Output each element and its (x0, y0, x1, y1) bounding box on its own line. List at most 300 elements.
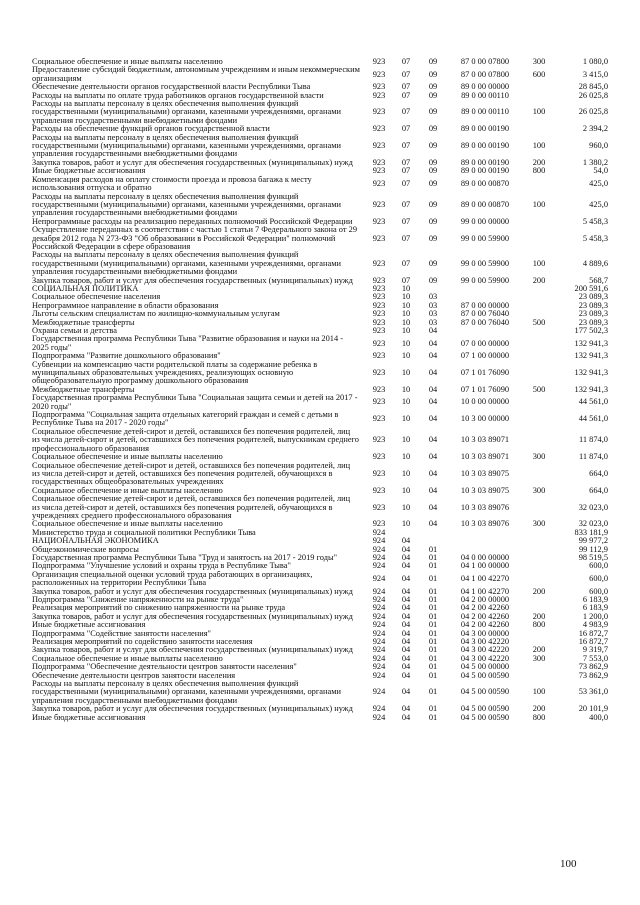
table-row (32, 361, 608, 386)
expense-type-code-cell: 500 (532, 317, 546, 327)
subsection-code-cell: 09 (428, 124, 438, 134)
section-code-cell: 10 (401, 452, 411, 462)
expense-type-code-cell (522, 495, 556, 520)
expense-type-code-cell (522, 428, 556, 453)
ministry-code-cell: 923 (372, 397, 386, 407)
target-article-code-cell: 99 0 00 59900 (460, 258, 510, 268)
subsection-code-cell: 01 (428, 552, 438, 562)
expense-type-code-cell (522, 546, 556, 554)
amount-cell: 600,0 (589, 586, 608, 596)
subsection-code-cell: 04 (428, 351, 438, 361)
section-code-cell: 07 (401, 107, 411, 117)
ministry-code-cell: 923 (372, 326, 386, 335)
expense-type-code-cell (522, 293, 556, 301)
section-code-cell: 04 (401, 573, 411, 583)
amount-cell: 132 941,3 (574, 368, 608, 378)
amount-cell: 664,0 (589, 485, 608, 495)
item-name-cell: Расходы на выплаты персоналу в целях обеспечения выполнения функций государственными (муниципальными) органами, казенными учреждениями, органами управления государственными внебюджетными фондами (32, 679, 341, 705)
section-code-cell: 07 (401, 57, 411, 66)
item-name-cell: Социальное обеспечение детей-сирот и детей, оставшихся без попечения родителей, лиц из числа детей-сирот и детей, оставшихся без попечения родителей, обучающихся в учреждениях среднего профессионального образования (32, 494, 351, 520)
ministry-code-cell: 924 (372, 611, 386, 621)
item-name-cell: Подпрограмма "Улучшение условий и охраны труда в Республике Тыва" (32, 561, 291, 571)
table-row (32, 714, 608, 722)
item-name-cell: Расходы на выплаты по оплате труда работников органов государственной власти (32, 90, 324, 100)
expense-type-code-cell (522, 411, 556, 428)
expense-type-code-cell: 200 (532, 157, 546, 167)
amount-cell: 73 862,9 (578, 670, 608, 680)
table-row (32, 428, 608, 453)
expense-type-code-cell (522, 226, 556, 251)
section-code-cell: 10 (401, 368, 411, 378)
subsection-code-cell: 03 (428, 292, 438, 302)
subsection-code-cell: 01 (428, 662, 438, 672)
section-code-cell: 07 (401, 216, 411, 226)
target-article-code-cell: 10 3 03 89075 (460, 485, 510, 495)
section-code-cell: 04 (401, 653, 411, 663)
amount-cell: 425,0 (589, 199, 608, 209)
amount-cell: 98 519,5 (578, 552, 608, 562)
expense-type-code-cell (522, 462, 556, 487)
ministry-code-cell: 923 (372, 69, 386, 79)
target-article-code-cell: 89 0 00 00190 (460, 124, 510, 134)
amount-cell: 26 025,8 (578, 107, 608, 117)
amount-cell: 600,0 (589, 561, 608, 571)
target-article-code-cell: 04 5 00 00590 (460, 712, 510, 722)
subsection-code-cell: 01 (428, 611, 438, 621)
ministry-code-cell: 923 (372, 141, 386, 151)
amount-cell: 32 023,0 (578, 502, 608, 512)
target-article-code-cell: 89 0 00 00870 (460, 199, 510, 209)
section-code-cell: 04 (401, 603, 411, 613)
ministry-code-cell: 924 (372, 527, 386, 537)
expense-type-code-cell: 200 (532, 704, 546, 714)
section-code-cell: 10 (401, 317, 411, 327)
ministry-code-cell: 923 (372, 414, 386, 424)
ministry-code-cell: 924 (372, 620, 386, 630)
target-article-code-cell: 04 2 00 42260 (460, 620, 510, 630)
section-code-cell: 10 (401, 384, 411, 394)
item-name-cell: Предоставление субсидий бюджетным, автономным учреждениям и иным некоммерческим организациям (32, 65, 360, 83)
item-name-cell: Социальное обеспечение и иные выплаты населению (32, 519, 223, 529)
subsection-code-cell: 03 (428, 317, 438, 327)
amount-cell: 9 319,7 (582, 645, 608, 655)
target-article-code-cell: 99 0 00 59900 (460, 275, 510, 285)
subsection-code-cell: 01 (428, 561, 438, 571)
section-code-cell: 04 (401, 712, 411, 722)
target-article-code-cell: 10 0 00 00000 (460, 397, 510, 407)
section-code-cell: 07 (401, 141, 411, 151)
section-code-cell: 04 (401, 662, 411, 672)
amount-cell: 400,0 (589, 712, 608, 722)
amount-cell: 23 089,3 (578, 300, 608, 310)
target-article-code-cell: 04 0 00 00000 (460, 552, 510, 562)
ministry-code-cell: 923 (372, 519, 386, 529)
ministry-code-cell: 923 (372, 452, 386, 462)
ministry-code-cell: 923 (372, 258, 386, 268)
subsection-code-cell: 03 (428, 300, 438, 310)
section-code-cell: 10 (401, 326, 411, 335)
subsection-code-cell: 09 (428, 166, 438, 176)
item-name-cell: Государственная программа Республики Тыва "Труд и занятость на 2017 - 2019 годы" (32, 552, 338, 562)
section-code-cell: 07 (401, 124, 411, 134)
ministry-code-cell: 923 (372, 90, 386, 100)
subsection-code-cell: 04 (428, 384, 438, 394)
target-article-code-cell: 04 3 00 42220 (460, 645, 510, 655)
target-article-code-cell: 04 5 00 00590 (460, 670, 510, 680)
section-code-cell: 10 (401, 519, 411, 529)
amount-cell: 53 361,0 (578, 687, 608, 697)
expense-type-code-cell (522, 537, 556, 545)
item-name-cell: Непрограммное направление в области образования (32, 300, 219, 310)
target-article-code-cell: 04 5 00 00590 (460, 704, 510, 714)
table-row (32, 571, 608, 588)
item-name-cell: Иные бюджетные ассигнования (32, 166, 146, 176)
target-article-code-cell: 10 3 03 89076 (460, 519, 510, 529)
ministry-code-cell: 923 (372, 199, 386, 209)
item-name-cell: Непрограммные расходы на реализацию переданных полномочий Российской Федерации (32, 216, 353, 226)
amount-cell: 568,7 (589, 275, 608, 285)
ministry-code-cell: 923 (372, 233, 386, 243)
amount-cell: 1 200,0 (582, 611, 608, 621)
subsection-code-cell: 09 (428, 178, 438, 188)
subsection-code-cell: 04 (428, 368, 438, 378)
target-article-code-cell: 89 0 00 00190 (460, 157, 510, 167)
target-article-code-cell: 89 0 00 00110 (461, 90, 509, 100)
target-article-code-cell: 89 0 00 00190 (460, 141, 510, 151)
amount-cell: 200 591,6 (574, 283, 608, 293)
target-article-code-cell: 04 1 00 00000 (460, 561, 510, 571)
subsection-code-cell: 04 (428, 485, 438, 495)
item-name-cell: Государственная программа Республики Тыва "Развитие образования и науки на 2014 - 2025 годы" (32, 334, 344, 352)
ministry-code-cell: 924 (372, 653, 386, 663)
section-code-cell: 04 (401, 628, 411, 638)
expense-type-code-cell: 600 (532, 69, 546, 79)
expense-type-code-cell (522, 663, 556, 671)
ministry-code-cell: 923 (372, 435, 386, 445)
expense-type-code-cell: 200 (532, 645, 546, 655)
item-name-cell: Социальное обеспечение и иные выплаты населению (32, 452, 223, 462)
table-row (32, 411, 608, 428)
table-row (32, 100, 608, 125)
section-code-cell: 07 (401, 82, 411, 92)
table-row (32, 226, 608, 251)
item-name-cell: СОЦИАЛЬНАЯ ПОЛИТИКА (32, 283, 139, 293)
amount-cell: 1 380,2 (582, 157, 608, 167)
section-code-cell: 04 (401, 637, 411, 647)
ministry-code-cell: 924 (372, 573, 386, 583)
subsection-code-cell: 03 (428, 309, 438, 319)
section-code-cell: 07 (401, 178, 411, 188)
item-name-cell: Государственная программа Республики Тыва "Социальная защита семьи и детей на 2017 - 2020 годы" (32, 393, 358, 411)
target-article-code-cell: 07 1 01 76090 (460, 368, 510, 378)
target-article-code-cell: 04 3 00 42220 (460, 653, 510, 663)
budget-table (32, 58, 608, 722)
expense-type-code-cell: 300 (532, 452, 546, 462)
item-name-cell: Общеэкономические вопросы (32, 544, 139, 554)
subsection-code-cell: 09 (428, 69, 438, 79)
ministry-code-cell: 923 (372, 82, 386, 92)
section-code-cell: 04 (401, 561, 411, 571)
target-article-code-cell: 07 1 00 00000 (460, 351, 510, 361)
item-name-cell: Министерство труда и социальной политики Республики Тыва (32, 527, 256, 537)
target-article-code-cell: 89 0 00 00110 (461, 107, 509, 117)
item-name-cell: Закупка товаров, работ и услуг для обеспечения государственных (муниципальных) нужд (32, 586, 353, 596)
item-name-cell: Реализация мероприятий по содействию занятости населения (32, 637, 253, 647)
expense-type-code-cell: 100 (532, 199, 546, 209)
expense-type-code-cell: 300 (532, 485, 546, 495)
section-code-cell: 10 (401, 283, 411, 293)
item-name-cell: Закупка товаров, работ и услуг для обеспечения государственных (муниципальных) нужд (32, 157, 353, 167)
target-article-code-cell: 89 0 00 00870 (460, 178, 510, 188)
section-code-cell: 07 (401, 157, 411, 167)
target-article-code-cell: 07 0 00 00000 (460, 338, 510, 348)
ministry-code-cell: 923 (372, 178, 386, 188)
amount-cell: 833 181,9 (574, 527, 608, 537)
table-row (32, 251, 608, 276)
section-code-cell: 04 (401, 552, 411, 562)
subsection-code-cell: 04 (428, 326, 438, 335)
amount-cell: 32 023,0 (578, 519, 608, 529)
item-name-cell: Социальное обеспечение и иные выплаты населению (32, 485, 223, 495)
amount-cell: 177 502,3 (574, 326, 608, 335)
item-name-cell: Подпрограмма "Снижение напряженности на рынке труда" (32, 595, 244, 604)
section-code-cell: 10 (401, 435, 411, 445)
ministry-code-cell: 924 (372, 603, 386, 613)
subsection-code-cell: 04 (428, 519, 438, 529)
expense-type-code-cell: 300 (532, 653, 546, 663)
amount-cell: 23 089,3 (578, 309, 608, 319)
section-code-cell: 10 (401, 292, 411, 302)
amount-cell: 6 183,9 (582, 595, 608, 604)
table-row (32, 319, 608, 327)
subsection-code-cell: 01 (428, 586, 438, 596)
amount-cell: 44 561,0 (578, 397, 608, 407)
target-article-code-cell: 04 5 00 00590 (460, 687, 510, 697)
ministry-code-cell: 923 (372, 107, 386, 117)
expense-type-code-cell: 100 (532, 107, 546, 117)
expense-type-code-cell (522, 92, 556, 100)
subsection-code-cell: 01 (428, 645, 438, 655)
ministry-code-cell: 923 (372, 309, 386, 319)
subsection-code-cell (418, 529, 448, 537)
item-name-cell: Подпрограмма "Содействие занятости населения" (32, 628, 211, 638)
amount-cell: 960,0 (589, 141, 608, 151)
subsection-code-cell: 01 (428, 653, 438, 663)
target-article-code-cell: 04 2 00 42260 (460, 603, 510, 613)
section-code-cell: 04 (401, 670, 411, 680)
item-name-cell: Расходы на выплаты персоналу в целях обеспечения выполнения функций государственными (муниципальными) органами, казенными учреждениями, органами управления государственными внебюджетными фондами (32, 191, 341, 218)
section-code-cell: 04 (401, 611, 411, 621)
target-article-code-cell: 10 3 03 89076 (460, 502, 510, 512)
item-name-cell: Межбюджетные трансферты (32, 317, 135, 327)
expense-type-code-cell: 300 (532, 57, 546, 66)
expense-type-code-cell (522, 335, 556, 352)
ministry-code-cell: 923 (372, 283, 386, 293)
target-article-code-cell: 10 3 03 89075 (460, 468, 510, 478)
target-article-code-cell: 04 2 00 42260 (460, 611, 510, 621)
amount-cell: 2 394,2 (582, 124, 608, 134)
subsection-code-cell: 04 (428, 468, 438, 478)
section-code-cell: 10 (401, 468, 411, 478)
amount-cell: 7 553,0 (582, 653, 608, 663)
ministry-code-cell: 923 (372, 275, 386, 285)
section-code-cell: 04 (401, 704, 411, 714)
target-article-code-cell: 87 0 00 00000 (460, 300, 510, 310)
section-code-cell: 04 (401, 586, 411, 596)
ministry-code-cell: 924 (372, 704, 386, 714)
amount-cell: 99 112,9 (578, 544, 608, 554)
ministry-code-cell: 923 (372, 166, 386, 176)
ministry-code-cell: 924 (372, 561, 386, 571)
section-code-cell: 10 (401, 338, 411, 348)
amount-cell: 16 872,7 (578, 628, 608, 638)
amount-cell: 23 089,3 (578, 317, 608, 327)
target-article-code-cell (448, 285, 522, 293)
expense-type-code-cell: 100 (532, 687, 546, 697)
target-article-code-cell: 89 0 00 00000 (460, 82, 510, 92)
amount-cell: 600,0 (589, 573, 608, 583)
item-name-cell: Обеспечение деятельности центров занятости населения (32, 670, 236, 680)
amount-cell: 3 415,0 (582, 69, 608, 79)
item-name-cell: Расходы на обеспечение функций органов государственной власти (32, 124, 270, 134)
item-name-cell: Реализация мероприятий по снижению напряженности на рынке труда (32, 603, 286, 613)
subsection-code-cell: 09 (428, 57, 438, 66)
section-code-cell: 07 (401, 166, 411, 176)
subsection-code-cell: 09 (428, 216, 438, 226)
amount-cell: 132 941,3 (574, 338, 608, 348)
ministry-code-cell: 923 (372, 292, 386, 302)
section-code-cell: 10 (401, 485, 411, 495)
expense-type-code-cell (522, 394, 556, 411)
table-row (32, 335, 608, 352)
section-code-cell: 10 (401, 397, 411, 407)
ministry-code-cell: 924 (372, 670, 386, 680)
section-code-cell: 04 (401, 595, 411, 604)
expense-type-code-cell (522, 672, 556, 680)
section-code-cell: 07 (401, 199, 411, 209)
item-name-cell: Подпрограмма "Обеспечение деятельности центров занятости населения" (32, 662, 297, 672)
ministry-code-cell: 923 (372, 157, 386, 167)
expense-type-code-cell: 200 (532, 275, 546, 285)
ministry-code-cell: 923 (372, 300, 386, 310)
target-article-code-cell: 99 0 00 59900 (460, 233, 510, 243)
amount-cell: 1 080,0 (582, 57, 608, 66)
expense-type-code-cell (522, 285, 556, 293)
expense-type-code-cell (522, 327, 556, 335)
item-name-cell: Социальное обеспечение детей-сирот и детей, оставшихся без попечения родителей, лиц из числа детей-сирот и детей, оставшихся без попечения родителей, выпускникам среднего профессионального образования (32, 426, 359, 453)
target-article-code-cell: 87 0 00 07800 (460, 69, 510, 79)
subsection-code-cell: 04 (428, 397, 438, 407)
target-article-code-cell: 04 5 00 00000 (460, 662, 510, 672)
item-name-cell: Закупка товаров, работ и услуг для обеспечения государственных (муниципальных) нужд (32, 611, 353, 621)
expense-type-code-cell: 200 (532, 611, 546, 621)
item-name-cell: Расходы на выплаты персоналу в целях обеспечения выполнения функций государственными (муниципальными) органами, казенными учреждениями, органами управления государственными внебюджетными фондами (32, 132, 341, 159)
ministry-code-cell: 924 (372, 712, 386, 722)
target-article-code-cell: 04 3 00 42220 (460, 637, 510, 647)
target-article-code-cell (448, 327, 522, 335)
amount-cell: 132 941,3 (574, 384, 608, 394)
ministry-code-cell: 923 (372, 368, 386, 378)
section-code-cell: 04 (401, 536, 411, 546)
target-article-code-cell: 99 0 00 00000 (460, 216, 510, 226)
ministry-code-cell: 924 (372, 645, 386, 655)
ministry-code-cell: 923 (372, 384, 386, 394)
subsection-code-cell: 01 (428, 620, 438, 630)
target-article-code-cell: 07 1 01 76090 (460, 384, 510, 394)
expense-type-code-cell (522, 83, 556, 91)
table-row (32, 66, 608, 83)
ministry-code-cell: 923 (372, 317, 386, 327)
item-name-cell: Межбюджетные трансферты (32, 384, 135, 394)
target-article-code-cell: 04 1 00 42270 (460, 573, 510, 583)
subsection-code-cell: 01 (428, 595, 438, 604)
amount-cell: 99 977,2 (578, 536, 608, 546)
amount-cell: 5 458,3 (582, 233, 608, 243)
table-row (32, 394, 608, 411)
table-row (32, 495, 608, 520)
item-name-cell: Осуществление переданных в соответствии с частью 1 статьи 7 Федерального закона от 29 декабря 2012 года N 273-ФЗ "Об образовании в Российской Федерации" полномочий Российской Федерации в сфере образования (32, 225, 358, 251)
subsection-code-cell: 01 (428, 704, 438, 714)
target-article-code-cell: 87 0 00 76040 (460, 317, 510, 327)
subsection-code-cell: 01 (428, 628, 438, 638)
section-code-cell: 07 (401, 69, 411, 79)
expense-type-code-cell (522, 529, 556, 537)
subsection-code-cell: 09 (428, 233, 438, 243)
expense-type-code-cell (522, 125, 556, 133)
target-article-code-cell: 10 3 03 89071 (460, 435, 510, 445)
item-name-cell: Компенсация расходов на оплату стоимости проезда и провоза багажа к месту использования отпуска и обратно (32, 174, 312, 193)
item-name-cell: Обеспечение деятельности органов государственной власти Республики Тыва (32, 82, 311, 92)
amount-cell: 23 089,3 (578, 292, 608, 302)
subsection-code-cell: 09 (428, 258, 438, 268)
subsection-code-cell: 04 (428, 338, 438, 348)
expense-type-code-cell (522, 630, 556, 638)
target-article-code-cell: 04 1 00 42270 (460, 586, 510, 596)
subsection-code-cell: 04 (428, 435, 438, 445)
item-name-cell: Иные бюджетные ассигнования (32, 712, 146, 722)
section-code-cell: 04 (401, 687, 411, 697)
subsection-code-cell: 04 (428, 452, 438, 462)
target-article-code-cell (448, 529, 522, 537)
subsection-code-cell: 01 (428, 687, 438, 697)
amount-cell: 4 889,6 (582, 258, 608, 268)
expense-type-code-cell (522, 571, 556, 588)
subsection-code-cell: 09 (428, 82, 438, 92)
table-row (32, 193, 608, 218)
item-name-cell: Иные бюджетные ассигнования (32, 620, 146, 630)
amount-cell: 16 872,7 (578, 637, 608, 647)
expense-type-code-cell (522, 352, 556, 360)
amount-cell: 664,0 (589, 468, 608, 478)
item-name-cell: Закупка товаров, работ и услуг для обеспечения государственных (муниципальных) нужд (32, 704, 353, 714)
item-name-cell: НАЦИОНАЛЬНАЯ ЭКОНОМИКА (32, 536, 159, 546)
table-row (32, 134, 608, 159)
expense-type-code-cell (522, 596, 556, 604)
ministry-code-cell: 924 (372, 662, 386, 672)
ministry-code-cell: 923 (372, 502, 386, 512)
ministry-code-cell: 923 (372, 124, 386, 134)
target-article-code-cell (448, 537, 522, 545)
expense-type-code-cell (522, 361, 556, 386)
section-code-cell: 07 (401, 275, 411, 285)
item-name-cell: Расходы на выплаты персоналу в целях обеспечения выполнения функций государственными (муниципальными) органами, казенными учреждениями, органами управления государственными внебюджетными фондами (32, 99, 341, 125)
item-name-cell: Подпрограмма "Развитие дошкольного образования" (32, 351, 221, 361)
amount-cell: 44 561,0 (578, 414, 608, 424)
target-article-code-cell: 04 3 00 00000 (460, 628, 510, 638)
section-code-cell: 04 (401, 544, 411, 554)
section-code-cell: 07 (401, 233, 411, 243)
ministry-code-cell: 923 (372, 351, 386, 361)
